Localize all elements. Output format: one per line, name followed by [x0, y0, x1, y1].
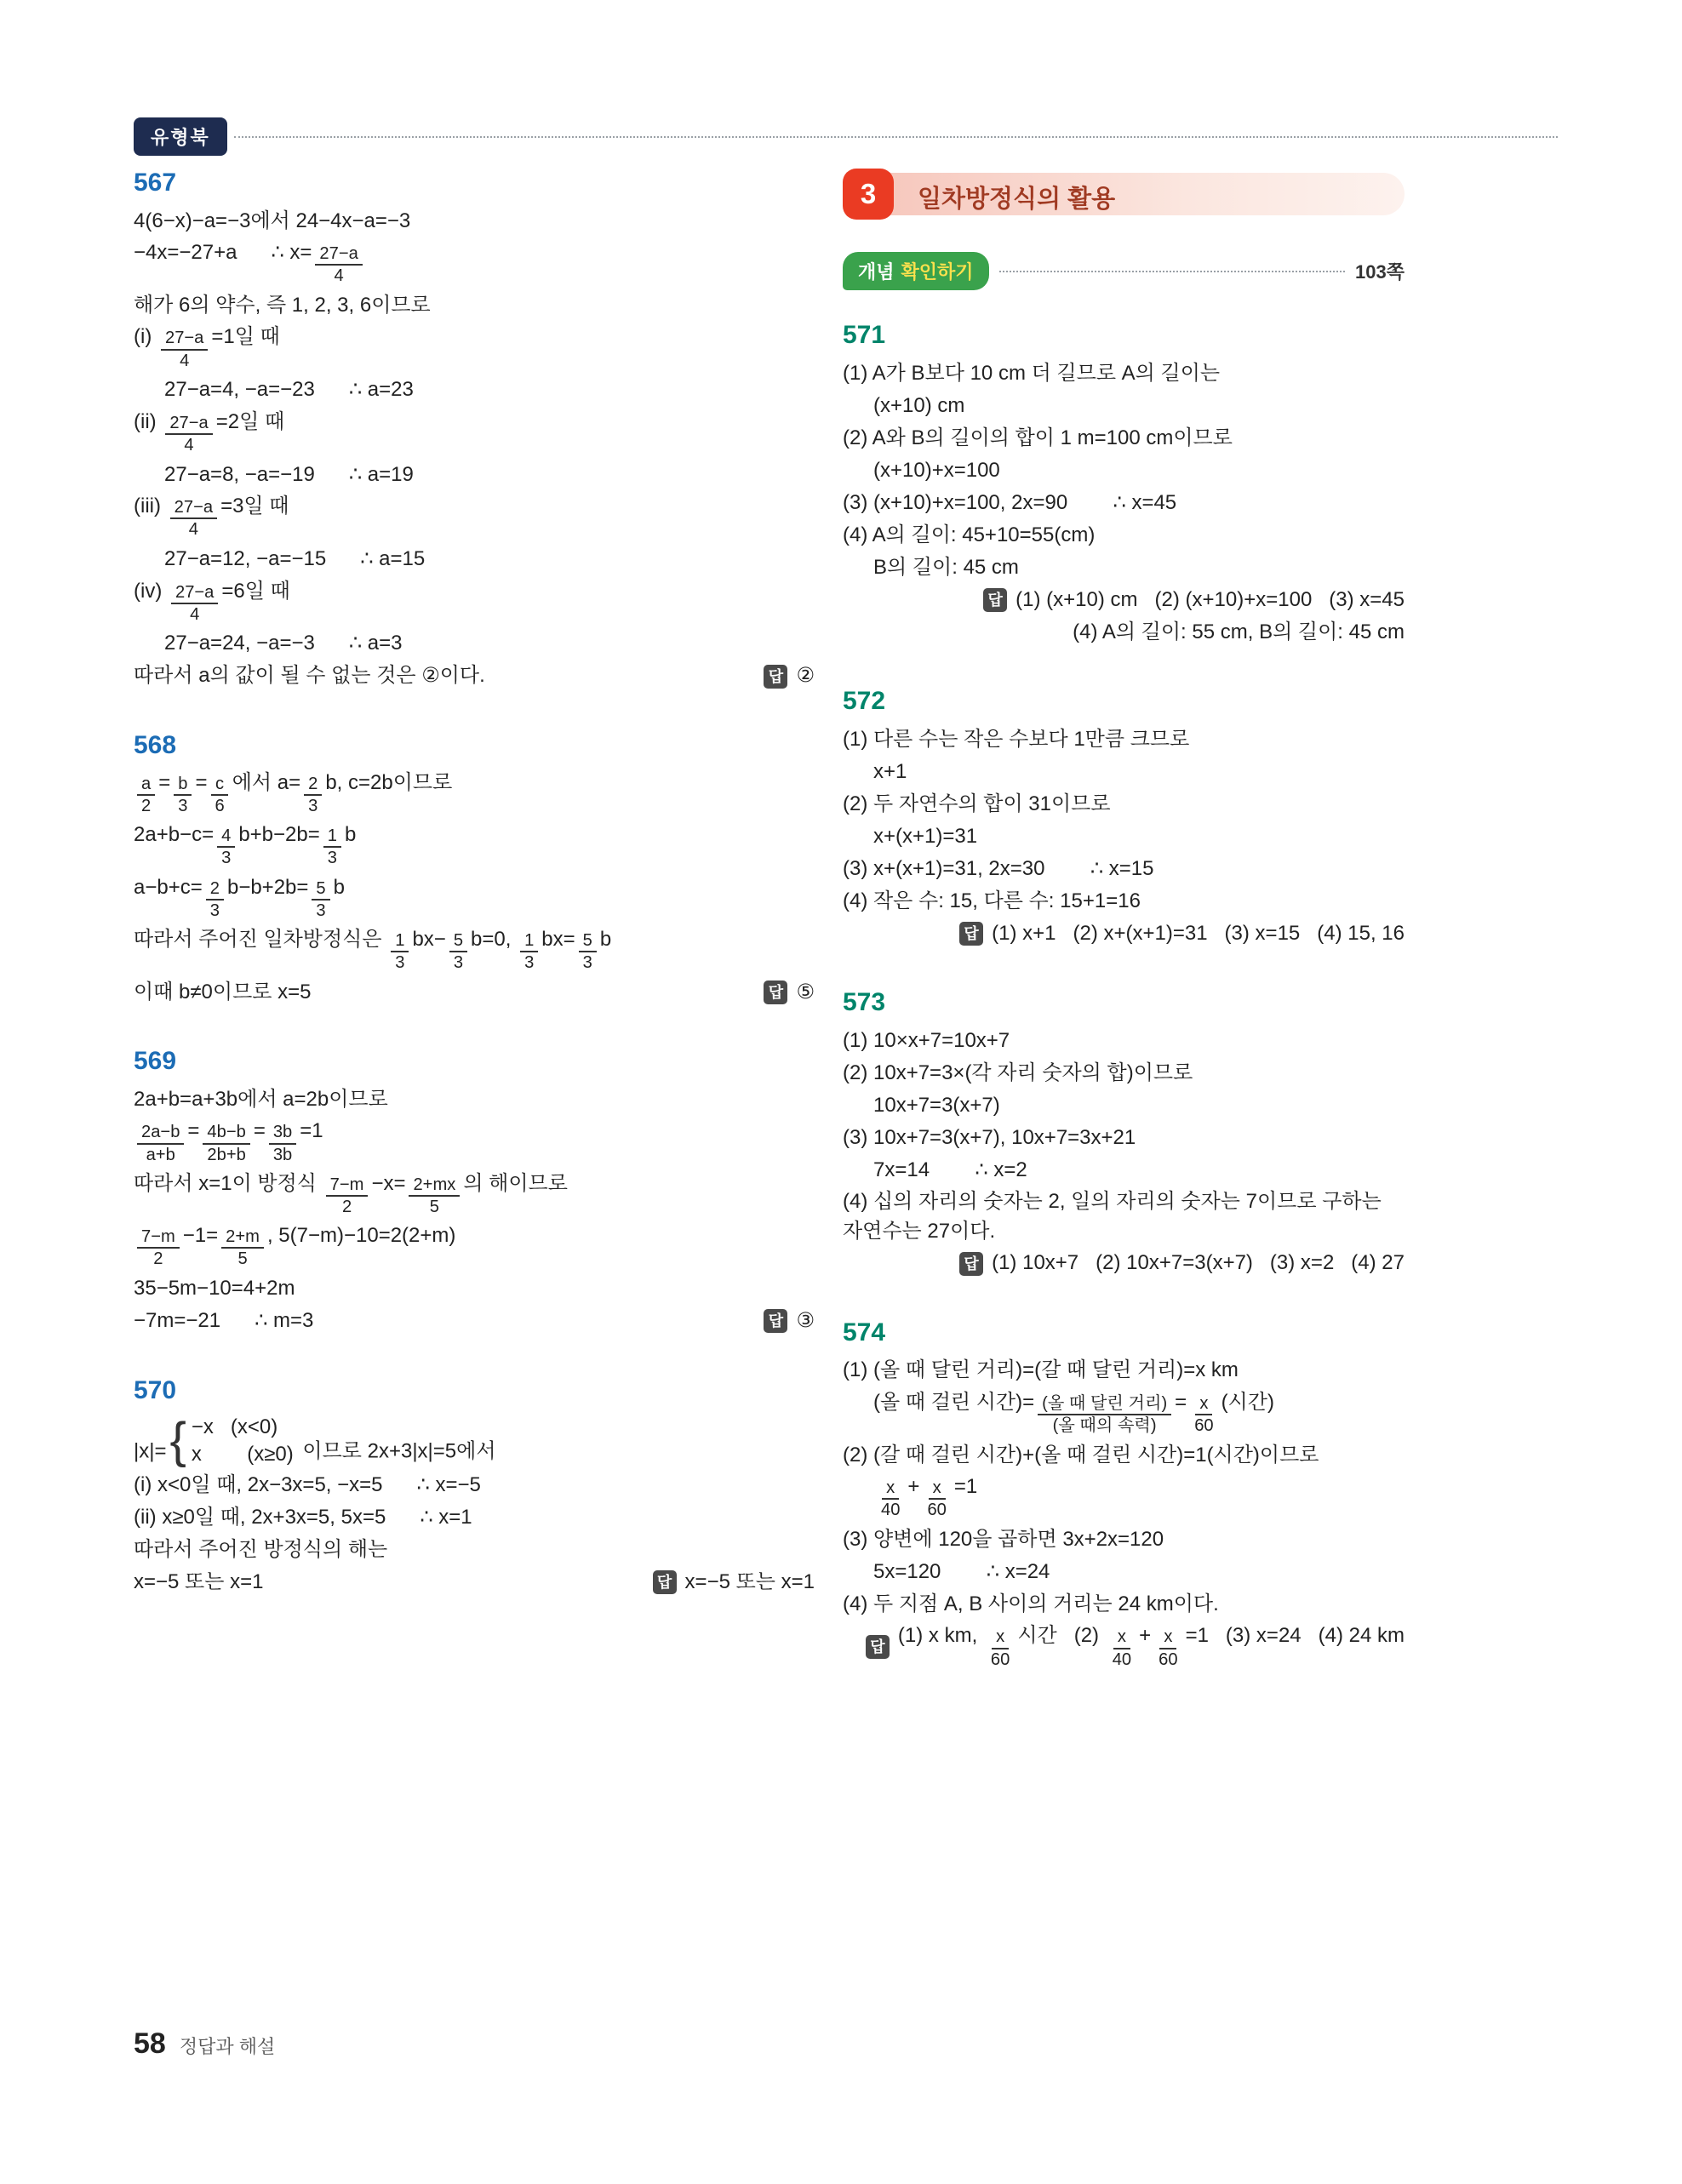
fraction-denominator: 40 — [1112, 1649, 1132, 1669]
solution-line — [843, 854, 1405, 884]
concept-badge-highlight-text: 확인하기 — [901, 261, 974, 283]
solution-text: (1) (올 때 달린 거리)=(갈 때 달린 거리)=x km — [843, 1358, 1239, 1382]
solution-line — [843, 1589, 1405, 1620]
solution-text: (i) x<0일 때, 2x−3x=5, −x=5 ∴ x=−5 — [134, 1472, 481, 1496]
fraction-denominator: 3 — [582, 953, 592, 973]
solution-text: (올 때 걸린 시간)= $\frac{\text{(올 때 달린 거리)}}{\text{(올 때의 속력)}}$ = $\frac{x}{60}$ (시간) — [873, 1390, 1274, 1435]
dotted-divider — [234, 136, 1558, 138]
solution-line — [134, 206, 815, 237]
fraction-denominator: 3b — [272, 1145, 293, 1164]
fraction — [221, 1226, 264, 1269]
answer — [866, 1621, 1405, 1672]
fraction — [1190, 1393, 1217, 1436]
answer-label-icon: 답 — [959, 922, 983, 946]
fraction-numerator: 1 — [391, 930, 409, 952]
fraction — [326, 1175, 369, 1217]
solution-text: $\frac{a}{2}$ = $\frac{b}{3}$ = $\frac{c}{6}$ 에서 a= $\frac{2}{3}$ b, c=2b이므로 — [134, 769, 452, 819]
fraction-numerator: 2 — [304, 774, 322, 796]
fraction — [315, 243, 362, 286]
answer — [764, 661, 815, 691]
section-number-badge: 3 — [843, 169, 894, 220]
solution-text: (4) A의 길이: 45+10=55(cm) — [843, 523, 1096, 546]
solution-text: $\frac{2a-b}{a+b}$ = $\frac{4b-b}{2b+b}$ = $\frac{3b}{3b}$ =1 — [134, 1117, 323, 1167]
problem-number: 568 — [134, 730, 177, 759]
answer-text: x=−5 또는 x=1 — [684, 1569, 815, 1593]
fraction-numerator: c — [211, 774, 228, 796]
solution-text: (1) 10×x+7=10x+7 — [843, 1028, 1010, 1052]
solution-text: 27−a=12, −a=−15 ∴ a=15 — [164, 547, 426, 571]
solution-line — [843, 1187, 1405, 1247]
solution-text: (2) 두 자연수의 합이 31이므로 — [843, 792, 1111, 815]
solution-text: (ii) x≥0일 때, 2x+3x=5, 5x=5 ∴ x=1 — [134, 1505, 472, 1529]
fraction-denominator: 3 — [524, 953, 535, 973]
solution-line — [843, 1123, 1405, 1153]
solution-text: B의 길이: 45 cm — [873, 555, 1019, 579]
solution-text: 2a+b−c= $\frac{4}{3}$ b+b−2b= $\frac{1}{3}$ b — [134, 823, 357, 868]
solution-text: $\frac{x}{40}$ + $\frac{x}{60}$ =1 — [873, 1472, 977, 1523]
problem-570 — [134, 1376, 815, 1598]
solution-text: (3) x+(x+1)=31, 2x=30 ∴ x=15 — [843, 856, 1154, 880]
answer-label-icon: 답 — [959, 1252, 983, 1276]
solution-line — [843, 1524, 1405, 1555]
problem-574 — [843, 1318, 1405, 1672]
fraction-numerator: 5 — [579, 930, 597, 952]
right-column — [843, 169, 1405, 1712]
solution-line — [134, 1535, 815, 1565]
solution-text: 이때 b≠0이므로 x=5 — [134, 980, 312, 1003]
solution-line — [134, 873, 815, 923]
fraction — [987, 1627, 1014, 1669]
answer-label-icon: 답 — [983, 588, 1007, 612]
solution-text: x=−5 또는 x=1 — [134, 1569, 264, 1593]
solution-text: (ii) $\frac{27-a}{4}$ =2일 때 — [134, 409, 285, 455]
fraction-numerator: 1 — [520, 930, 538, 952]
solution-line — [134, 977, 815, 1008]
fraction-numerator: x — [929, 1478, 946, 1500]
answer — [959, 1249, 1405, 1278]
answer-label-icon: 답 — [653, 1570, 677, 1594]
answer-text: (1) 10x+7 (2) 10x+7=3(x+7) (3) x=2 (4) 27 — [992, 1251, 1405, 1275]
fraction — [203, 1122, 249, 1164]
solution-text: 따라서 a의 값이 될 수 없는 것은 ②이다. — [134, 664, 485, 688]
footer-label: 정답과 해설 — [179, 2036, 276, 2057]
solution-line — [843, 789, 1405, 820]
fraction-numerator: 5 — [449, 930, 467, 952]
solution-text: 27−a=4, −a=−23 ∴ a=23 — [164, 378, 414, 402]
solution-line — [843, 1440, 1405, 1471]
fraction-denominator: a+b — [146, 1145, 175, 1164]
fraction-denominator: 3 — [316, 900, 326, 920]
solution-text: 해가 6의 약수, 즉 1, 2, 3, 6이므로 — [134, 293, 431, 317]
solution-line — [134, 820, 815, 871]
brace-icon: { — [169, 1412, 186, 1468]
solution-text: (iii) $\frac{27-a}{4}$ =3일 때 — [134, 495, 289, 540]
solution-line — [843, 1557, 1405, 1587]
fraction-numerator: 2 — [206, 878, 224, 900]
fraction-numerator: (올 때 달린 거리) — [1038, 1393, 1171, 1415]
problem-number: 570 — [134, 1375, 177, 1404]
fraction — [206, 878, 224, 921]
fraction — [171, 582, 218, 625]
solution-line — [843, 552, 1405, 583]
solution-text: (4) 작은 수: 15, 다른 수: 15+1=16 — [843, 889, 1141, 912]
fraction-denominator: 4 — [184, 435, 194, 455]
solution-line — [134, 238, 815, 289]
solution-text: 2a+b=a+3b에서 a=2b이므로 — [134, 1087, 388, 1111]
solution-line — [134, 1502, 815, 1533]
fraction — [409, 1175, 460, 1217]
fraction-numerator: 27−a — [171, 582, 218, 604]
solution-text: (iv) $\frac{27-a}{4}$ =6일 때 — [134, 579, 290, 624]
solution-text: 7x=14 ∴ x=2 — [873, 1158, 1027, 1181]
fraction-numerator: 4 — [217, 826, 235, 848]
solution-line — [134, 1169, 815, 1220]
answer-line — [843, 1621, 1405, 1672]
solution-line — [843, 1356, 1405, 1386]
problem-number: 573 — [843, 988, 886, 1016]
solution-line — [134, 1414, 815, 1469]
problem-569 — [134, 1047, 815, 1336]
fraction — [304, 774, 322, 816]
concept-badge-text: 개념 — [858, 261, 895, 283]
solution-text: 35−5m−10=4+2m — [134, 1277, 295, 1301]
fraction — [312, 878, 329, 921]
left-column — [134, 169, 815, 1637]
solution-line — [134, 629, 815, 660]
fraction-denominator: 60 — [1159, 1649, 1178, 1669]
answer — [1073, 618, 1405, 648]
concept-check-row — [843, 252, 1405, 290]
answer — [764, 1306, 815, 1336]
fraction — [217, 826, 235, 868]
fraction-denominator: 3 — [308, 797, 318, 816]
fraction-denominator: 60 — [990, 1649, 1010, 1669]
fraction-denominator: 60 — [927, 1501, 947, 1520]
answer-label-icon: 답 — [764, 981, 787, 1004]
answer-line — [843, 617, 1405, 648]
fraction-numerator: 7−m — [137, 1226, 180, 1249]
fraction-numerator: 27−a — [165, 413, 212, 435]
fraction-numerator: x — [1113, 1627, 1130, 1649]
fraction-denominator: 5 — [237, 1249, 248, 1269]
solution-text: $\frac{7-m}{2}$ −1= $\frac{2+m}{5}$ , 5(7−m)−10=2(2+m) — [134, 1221, 455, 1272]
solution-line — [134, 408, 815, 458]
answer — [959, 919, 1405, 949]
solution-text: (3) (x+10)+x=100, 2x=90 ∴ x=45 — [843, 490, 1177, 514]
fraction — [877, 1478, 904, 1520]
fraction-denominator: 3 — [178, 797, 188, 816]
fraction-numerator: 27−a — [170, 497, 217, 519]
solution-text: −7m=−21 ∴ m=3 — [134, 1309, 314, 1333]
fraction-denominator: 3 — [453, 953, 464, 973]
fraction-denominator: 6 — [215, 797, 225, 816]
book-type-badge: 유형북 — [134, 117, 227, 156]
fraction-denominator: 4 — [334, 266, 344, 286]
fraction-numerator: 27−a — [161, 328, 208, 350]
fraction — [1154, 1627, 1181, 1669]
solution-line — [843, 757, 1405, 787]
fraction — [174, 774, 192, 816]
page-number: 58 — [134, 2027, 166, 2060]
fraction-numerator: 2+m — [221, 1226, 264, 1249]
solution-line — [134, 460, 815, 490]
solution-line — [134, 1274, 815, 1305]
fraction-numerator: 2+mx — [409, 1175, 460, 1197]
solution-text: 4(6−x)−a=−3에서 24−4x−a=−3 — [134, 209, 411, 232]
solution-text: |x|= { −x (x<0) x (x≥0) 이므로 2x+3|x|=5에서 — [134, 1412, 496, 1468]
fraction-denominator: 2b+b — [207, 1145, 246, 1164]
problem-568 — [134, 731, 815, 1009]
fraction-denominator: 3 — [327, 849, 337, 868]
fraction-numerator: x — [992, 1627, 1009, 1649]
page-header — [134, 117, 1558, 156]
solution-text: −4x=−27+a ∴ x= $\frac{27-a}{4}$ — [134, 238, 366, 289]
solution-line — [134, 1117, 815, 1167]
problem-number: 574 — [843, 1318, 886, 1346]
problem-number: 571 — [843, 321, 886, 349]
answer-text: ② — [796, 664, 815, 688]
solution-text: (2) (갈 때 걸린 시간)+(올 때 걸린 시간)=1(시간)이므로 — [843, 1443, 1319, 1466]
solution-line — [134, 1470, 815, 1501]
answer-text: ⑤ — [796, 980, 815, 1003]
fraction-numerator: 3b — [269, 1122, 296, 1144]
fraction-numerator: x — [1159, 1627, 1176, 1649]
solution-text: (2) A와 B의 길이의 합이 1 m=100 cm이므로 — [843, 426, 1233, 449]
fraction-denominator: (올 때의 속력) — [1052, 1415, 1157, 1435]
fraction — [449, 930, 467, 973]
fraction-numerator: 5 — [312, 878, 329, 900]
page-reference: 103쪽 — [1355, 261, 1405, 283]
fraction-numerator: a — [137, 774, 155, 796]
fraction — [165, 413, 212, 455]
solution-line — [134, 545, 815, 575]
solution-line — [134, 290, 815, 321]
solution-text: (3) 10x+7=3(x+7), 10x+7=3x+21 — [843, 1125, 1136, 1149]
problem-number: 569 — [134, 1047, 177, 1076]
fraction-numerator: 27−a — [315, 243, 362, 266]
answer — [983, 586, 1405, 615]
solution-line — [843, 391, 1405, 421]
solution-text: (i) $\frac{27-a}{4}$ =1일 때 — [134, 325, 280, 370]
fraction — [923, 1478, 950, 1520]
solution-line — [134, 925, 815, 975]
solution-line — [843, 358, 1405, 389]
answer-line — [843, 918, 1405, 949]
fraction-numerator: 1 — [323, 826, 341, 848]
fraction — [1108, 1627, 1136, 1669]
section-title: 일차방정식의 활용 — [918, 186, 1116, 213]
solution-line — [134, 661, 815, 692]
solution-line — [843, 1058, 1405, 1089]
answer — [653, 1568, 815, 1598]
fraction — [210, 774, 228, 816]
solution-line — [134, 769, 815, 819]
fraction — [137, 774, 155, 816]
solution-text: a−b+c= $\frac{2}{3}$ b−b+2b= $\frac{5}{3}$ b — [134, 875, 345, 920]
answer — [764, 978, 815, 1008]
answer-text: (1) x km, $\frac{x}{60}$ 시간 (2) $\frac{x}{40}$ + $\frac{x}{60}$ =1 (3) x=24 (4) 24 km — [897, 1624, 1405, 1669]
answer-line — [843, 1249, 1405, 1279]
solution-line — [134, 1306, 815, 1337]
solution-text: 따라서 주어진 일차방정식은 $\frac{1}{3}$ bx− $\frac{5}{3}$ b=0, $\frac{1}{3}$ bx= $\frac{5}{3}$ b — [134, 928, 612, 973]
case-bottom: x (x≥0) — [191, 1442, 294, 1466]
solution-line — [843, 821, 1405, 852]
answer-text: (1) (x+10) cm (2) (x+10)+x=100 (3) x=45 — [1015, 587, 1405, 611]
solution-line — [843, 1388, 1405, 1438]
fraction-denominator: 2 — [341, 1197, 352, 1216]
fraction-denominator: 3 — [395, 953, 405, 973]
solution-text: 따라서 x=1이 방정식 $\frac{7-m}{2}$ −x= $\frac{2+mx}{5}$ 의 해이므로 — [134, 1171, 568, 1216]
fraction-denominator: 60 — [1194, 1415, 1214, 1435]
fraction-denominator: 4 — [190, 604, 200, 624]
solution-text: (4) 두 지점 A, B 사이의 거리는 24 km이다. — [843, 1592, 1219, 1615]
answer-label-icon: 답 — [764, 1309, 787, 1333]
fraction — [579, 930, 597, 973]
solution-text: 27−a=8, −a=−19 ∴ a=19 — [164, 462, 414, 486]
fraction-denominator: 4 — [188, 520, 198, 540]
solution-line — [134, 1084, 815, 1115]
solution-line — [843, 886, 1405, 917]
problem-571 — [843, 321, 1405, 648]
problem-number: 572 — [843, 687, 886, 715]
solution-line — [134, 375, 815, 406]
solution-text: 10x+7=3(x+7) — [873, 1093, 1000, 1117]
fraction-denominator: 2 — [153, 1249, 163, 1269]
solution-text: x+(x+1)=31 — [873, 824, 978, 848]
fraction — [137, 1226, 180, 1269]
fraction-denominator: 5 — [429, 1197, 439, 1216]
fraction-denominator: 2 — [141, 797, 152, 816]
solution-text: (4) 십의 자리의 숫자는 2, 일의 자리의 숫자는 7이므로 구하는 자연수는 27이다. — [843, 1190, 1387, 1243]
problem-572 — [843, 687, 1405, 949]
solution-line — [843, 520, 1405, 551]
answer-label-icon: 답 — [764, 665, 787, 689]
solution-line — [843, 1026, 1405, 1056]
fraction-numerator: x — [882, 1478, 899, 1500]
fraction-denominator: 4 — [180, 351, 190, 370]
problem-573 — [843, 988, 1405, 1279]
fraction-numerator: 7−m — [326, 1175, 369, 1197]
solution-text: (x+10) cm — [873, 393, 965, 417]
fraction — [161, 328, 208, 370]
solution-line — [134, 492, 815, 542]
fraction-numerator: 2a−b — [137, 1122, 184, 1144]
solution-text: 5x=120 ∴ x=24 — [873, 1559, 1050, 1583]
solution-line — [843, 488, 1405, 518]
fraction — [170, 497, 217, 540]
fraction — [137, 1122, 184, 1164]
solution-line — [843, 455, 1405, 486]
fraction — [323, 826, 341, 868]
piecewise-cases — [169, 1414, 293, 1469]
solution-text: 27−a=24, −a=−3 ∴ a=3 — [164, 632, 403, 655]
fraction — [520, 930, 538, 973]
answer-text: (1) x+1 (2) x+(x+1)=31 (3) x=15 (4) 15, 16 — [992, 921, 1405, 945]
solution-line — [134, 323, 815, 373]
problem-number: 567 — [134, 169, 177, 197]
solution-line — [134, 1221, 815, 1272]
solution-line — [134, 1567, 815, 1598]
answer-label-icon: 답 — [866, 1635, 890, 1659]
solution-line — [843, 1155, 1405, 1186]
fraction — [269, 1122, 296, 1164]
fraction-denominator: 3 — [221, 849, 232, 868]
solution-text: (x+10)+x=100 — [873, 458, 1000, 482]
solution-text: (1) 다른 수는 작은 수보다 1만큼 크므로 — [843, 727, 1190, 751]
fraction-denominator: 3 — [209, 900, 220, 920]
solution-text: (3) 양변에 120을 곱하면 3x+2x=120 — [843, 1527, 1164, 1551]
concept-check-badge — [843, 252, 989, 290]
dotted-divider — [999, 271, 1346, 272]
section-header — [843, 169, 1405, 220]
page-footer — [134, 2027, 275, 2061]
fraction — [391, 930, 409, 973]
answer-line — [843, 585, 1405, 615]
case-top: −x (x<0) — [191, 1415, 278, 1438]
fraction-numerator: b — [174, 774, 192, 796]
solution-line — [843, 724, 1405, 755]
right-problems — [843, 321, 1405, 1672]
solution-line — [134, 577, 815, 627]
fraction-numerator: 4b−b — [203, 1122, 249, 1144]
fraction — [1038, 1393, 1171, 1436]
solution-text: (2) 10x+7=3×(각 자리 숫자의 합)이므로 — [843, 1061, 1193, 1084]
solution-text: 따라서 주어진 방정식의 해는 — [134, 1537, 388, 1561]
solution-text: (1) A가 B보다 10 cm 더 길므로 A의 길이는 — [843, 361, 1221, 385]
problem-567 — [134, 169, 815, 692]
solution-text: x+1 — [873, 759, 907, 783]
answer-text: ③ — [796, 1309, 815, 1333]
fraction-denominator: 40 — [881, 1501, 901, 1520]
fraction-numerator: x — [1195, 1393, 1212, 1415]
answer-text: (4) A의 길이: 55 cm, B의 길이: 45 cm — [1073, 620, 1405, 643]
solution-line — [843, 1090, 1405, 1121]
solution-line — [843, 423, 1405, 454]
solution-line — [843, 1472, 1405, 1523]
